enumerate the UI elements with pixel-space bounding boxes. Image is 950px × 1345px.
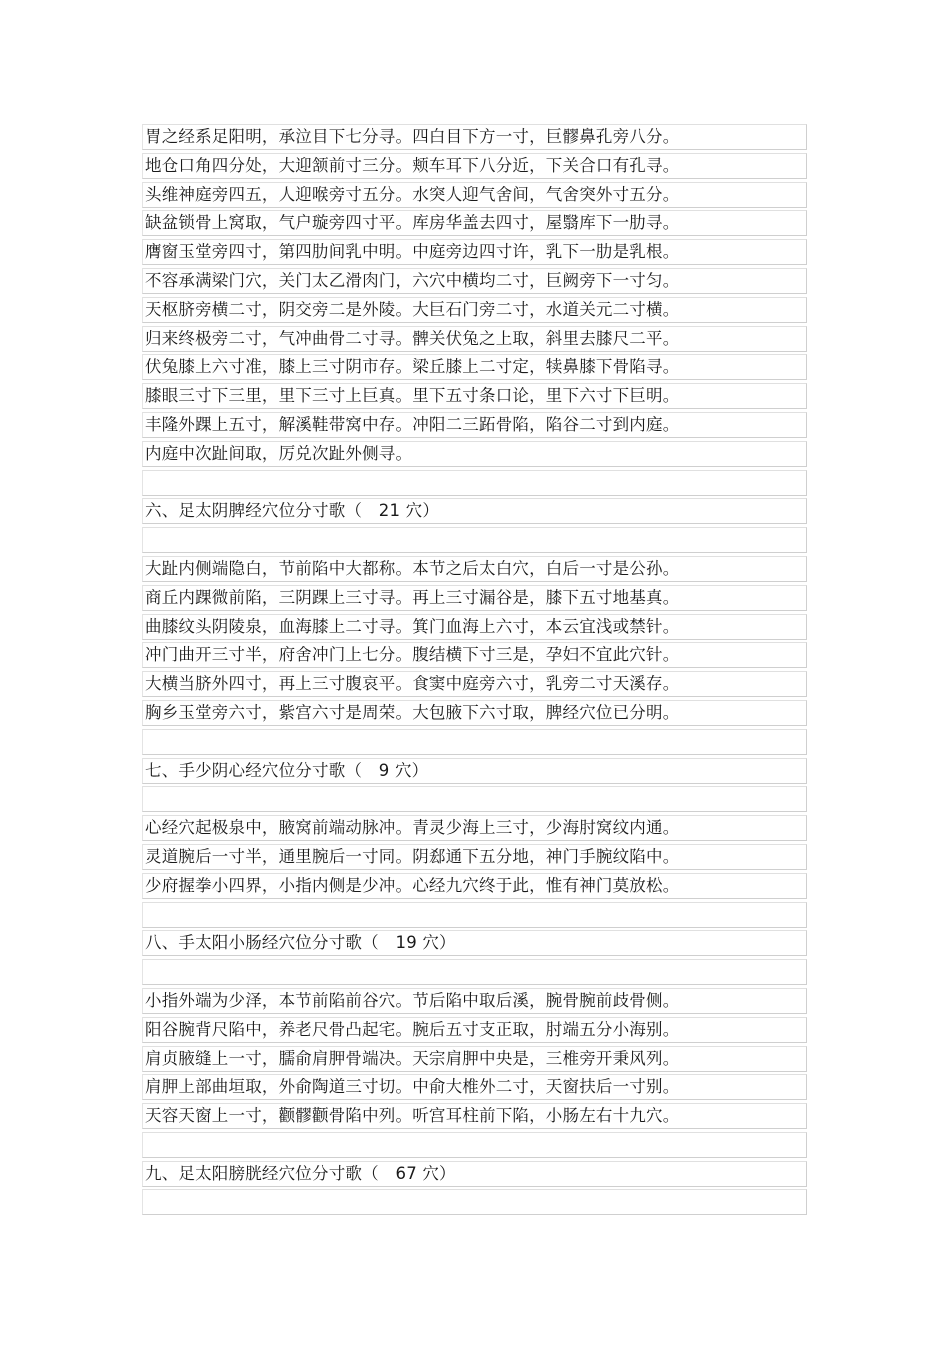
table-row xyxy=(142,642,807,668)
section-heading-row xyxy=(142,1161,807,1187)
row-text: 冲门曲开三寸半，府舍冲门上七分。腹结横下寸三是，孕妇不宜此穴针。 xyxy=(145,645,680,665)
section-heading: 七、手少阴心经穴位分寸歌（ 9 穴） xyxy=(145,760,429,780)
row-text: 商丘内踝微前陷，三阴踝上三寸寻。再上三寸漏谷是，膝下五寸地基真。 xyxy=(145,587,680,607)
row-text: 缺盆锁骨上窝取，气户璇旁四寸平。库房华盖去四寸，屋翳库下一肋寻。 xyxy=(145,213,680,233)
row-text: 肩贞腋缝上一寸，臑俞肩胛骨端决。天宗肩胛中央是，三椎旁开秉风列。 xyxy=(145,1048,680,1068)
table-row xyxy=(142,1103,807,1129)
row-text: 曲膝纹头阴陵泉，血海膝上二寸寻。箕门血海上六寸，本云宜浅或禁针。 xyxy=(145,616,680,636)
table-row xyxy=(142,412,807,438)
row-text: 阳谷腕背尺陷中，养老尺骨凸起宅。腕后五寸支正取，肘端五分小海别。 xyxy=(145,1019,680,1039)
row-text: 归来终极旁二寸，气冲曲骨二寸寻。髀关伏兔之上取，斜里去膝尺二平。 xyxy=(145,328,680,348)
section-heading: 八、手太阳小肠经穴位分寸歌（ 19 穴） xyxy=(145,933,456,953)
row-text: 内庭中次趾间取，厉兑次趾外侧寻。 xyxy=(145,443,413,463)
section-heading: 九、足太阳膀胱经穴位分寸歌（ 67 穴） xyxy=(145,1163,456,1183)
empty-row xyxy=(142,527,807,553)
table-row xyxy=(142,297,807,323)
row-text: 膝眼三寸下三里，里下三寸上巨真。里下五寸条口论，里下六寸下巨明。 xyxy=(145,386,680,406)
section-heading-row xyxy=(142,498,807,524)
row-text: 肩胛上部曲垣取，外俞陶道三寸切。中俞大椎外二寸，天窗扶后一寸别。 xyxy=(145,1077,680,1097)
empty-row xyxy=(142,470,807,496)
row-text: 天容天窗上一寸，颧髎颧骨陷中列。听宫耳柱前下陷，小肠左右十九穴。 xyxy=(145,1106,680,1126)
table-row xyxy=(142,614,807,640)
section-heading: 六、足太阴脾经穴位分寸歌（ 21 穴） xyxy=(145,501,440,521)
row-text: 头维神庭旁四五，人迎喉旁寸五分。水突人迎气舍间，气舍突外寸五分。 xyxy=(145,184,680,204)
section-heading-row xyxy=(142,930,807,956)
table-row xyxy=(142,153,807,179)
row-text: 天枢脐旁横二寸，阴交旁二是外陵。大巨石门旁二寸，水道关元二寸横。 xyxy=(145,299,680,319)
table-row xyxy=(142,671,807,697)
table-row xyxy=(142,700,807,726)
row-text: 胃之经系足阳明，承泣目下七分寻。四白目下方一寸，巨髎鼻孔旁八分。 xyxy=(145,127,680,146)
empty-row xyxy=(142,729,807,755)
table-row xyxy=(142,844,807,870)
empty-row xyxy=(142,1189,807,1215)
empty-row xyxy=(142,959,807,985)
row-text: 大横当脐外四寸，再上三寸腹哀平。食窦中庭旁六寸，乳旁二寸天溪存。 xyxy=(145,674,680,694)
row-text: 心经穴起极泉中，腋窝前端动脉冲。青灵少海上三寸，少海肘窝纹内通。 xyxy=(145,818,680,838)
table-row xyxy=(142,585,807,611)
empty-row xyxy=(142,1132,807,1158)
table-row xyxy=(142,1017,807,1043)
row-text: 小指外端为少泽，本节前陷前谷穴。节后陷中取后溪，腕骨腕前歧骨侧。 xyxy=(145,990,680,1010)
empty-row xyxy=(142,786,807,812)
table-row xyxy=(142,815,807,841)
table-row xyxy=(142,124,807,150)
table-row xyxy=(142,210,807,236)
table-row xyxy=(142,873,807,899)
table-row xyxy=(142,441,807,467)
table-row xyxy=(142,1074,807,1100)
empty-row xyxy=(142,902,807,928)
table-row xyxy=(142,383,807,409)
row-text: 少府握拳小四界，小指内侧是少冲。心经九穴终于此，惟有神门莫放松。 xyxy=(145,875,680,895)
row-text: 灵道腕后一寸半，通里腕后一寸同。阴郄通下五分地，神门手腕纹陷中。 xyxy=(145,846,680,866)
acupoint-verse-table xyxy=(142,124,807,1218)
row-text: 不容承满梁门穴，关门太乙滑肉门，六穴中横均二寸，巨阙旁下一寸匀。 xyxy=(145,270,680,290)
table-row xyxy=(142,1046,807,1072)
table-row xyxy=(142,239,807,265)
table-row xyxy=(142,988,807,1014)
section-heading-row xyxy=(142,758,807,784)
row-text: 膺窗玉堂旁四寸，第四肋间乳中明。中庭旁边四寸许，乳下一肋是乳根。 xyxy=(145,242,680,262)
row-text: 丰隆外踝上五寸，解溪鞋带窝中存。冲阳二三跖骨陷，陷谷二寸到内庭。 xyxy=(145,414,680,434)
row-text: 伏兔膝上六寸准，膝上三寸阴市存。梁丘膝上二寸定，犊鼻膝下骨陷寻。 xyxy=(145,357,680,377)
table-row xyxy=(142,556,807,582)
table-row xyxy=(142,182,807,208)
table-row xyxy=(142,326,807,352)
table-row xyxy=(142,354,807,380)
table-row xyxy=(142,268,807,294)
row-text: 地仓口角四分处，大迎颔前寸三分。颊车耳下八分近，下关合口有孔寻。 xyxy=(145,155,680,175)
row-text: 大趾内侧端隐白，节前陷中大都称。本节之后太白穴，白后一寸是公孙。 xyxy=(145,558,680,578)
row-text: 胸乡玉堂旁六寸，紫宫六寸是周荣。大包腋下六寸取，脾经穴位已分明。 xyxy=(145,702,680,722)
